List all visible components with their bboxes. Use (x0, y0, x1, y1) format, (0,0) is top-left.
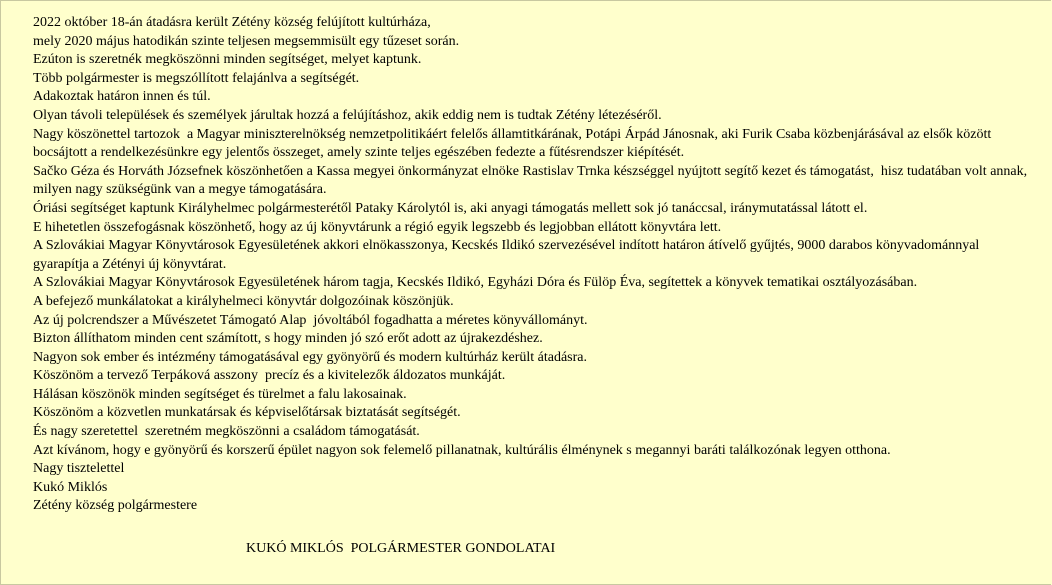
letter-line: A Szlovákiai Magyar Könyvtárosok Egyesületének három tagja, Kecskés Ildikó, Egyházi Dóra és Fülöp Éva, segítettek a könyvek tematikai osztályozásában. (33, 275, 918, 291)
page-title: KUKÓ MIKLÓS POLGÁRMESTER GONDOLATAI (246, 541, 556, 556)
closing-greeting: Nagy tisztelettel (33, 461, 125, 477)
letter-line: Köszönöm a közvetlen munkatársak és képviselőtársak biztatását segítségét. (33, 405, 461, 421)
letter-body (33, 14, 1033, 516)
letter-line: Azt kívánom, hogy e gyönyörű és korszerű épület nagyon sok felemelő pillanatnak, kultúrális élménynek s megannyi baráti találkozónak legyen otthona. (33, 442, 891, 458)
signature-title: Zétény község polgármestere (33, 498, 198, 514)
signature-name: Kukó Miklós (33, 479, 108, 495)
letter-line: Köszönöm a tervező Terpáková asszony precíz és a kivitelezők áldozatos munkáját. (33, 368, 506, 384)
letter-line: Hálásan köszönök minden segítséget és türelmet a falu lakosainak. (33, 386, 407, 402)
letter-line: A befejező munkálatokat a királyhelmeci könyvtár dolgozóinak köszönjük. (33, 293, 454, 309)
letter-paragraph: Nagy köszönettel tartozok a Magyar miniszterelnökség nemzetpolitikáért felelős államtitkárának, Potápi Árpád Jánosnak, aki Furik Csaba közbenjárásával az elsők között bocsájtott a rendelkezésünkre egy jelentős összeget, amely szinte teljes egészében fedezte a fűtésrendszer kiépítését. (33, 126, 995, 161)
letter-line: Bizton állíthatom minden cent számított, s hogy minden jó szó erőt adott az újrakezdéshez. (33, 331, 543, 347)
letter-line: E hihetetlen összefogásnak köszönhető, hogy az új könyvtárunk a régió egyik legszebb és legjobban ellátott könyvtára lett. (33, 219, 722, 235)
letter-line: Óriási segítséget kaptunk Királyhelmec polgármesterétől Pataky Károlytól is, aki anyagi támogatás mellett sok jó tanáccsal, iránymutatással látott el. (33, 200, 868, 216)
letter-paragraph: Sačko Géza és Horváth Józsefnek köszönhetően a Kassa megyei önkormányzat elnöke Rastislav Trnka készséggel nyújtott segítő kezet és támogatást, hisz tudatában volt annak, milyen nagy szükségünk van a megye támogatására. (33, 163, 1031, 198)
letter-line: Olyan távoli települések és személyek járultak hozzá a felújításhoz, akik eddig nem is tudtak Zétény létezéséről. (33, 107, 662, 123)
letter-line: Az új polcrendszer a Művészetet Támogató Alap jóvoltából fogadhatta a méretes könyvállományt. (33, 312, 588, 328)
letter-line: 2022 október 18-án átadásra került Zétény község felújított kultúrháza, (33, 15, 431, 30)
letter-paragraph: A Szlovákiai Magyar Könyvtárosok Egyesületének akkori elnökasszonya, Kecskés Ildikó szervezésével indított határon átívelő gyűjtés, 9000 darabos könyvadománnyal gyarapítja a Zétényi új könyvtárat. (33, 238, 983, 272)
letter-line: Adakoztak határon innen és túl. (33, 89, 211, 105)
letter-line: Ezúton is szeretnék megköszönni minden segítséget, melyet kaptunk. (33, 52, 422, 68)
letter-line: Több polgármester is megszóllított felajánlva a segítségét. (33, 70, 360, 86)
letter-line: Nagyon sok ember és intézmény támogatásával egy gyönyörű és modern kultúrház került átadásra. (33, 349, 587, 365)
letter-line: És nagy szeretettel szeretném megköszönni a családom támogatását. (33, 424, 420, 440)
letter-line: mely 2020 május hatodikán szinte teljesen megsemmisült egy tűzeset során. (33, 33, 460, 49)
